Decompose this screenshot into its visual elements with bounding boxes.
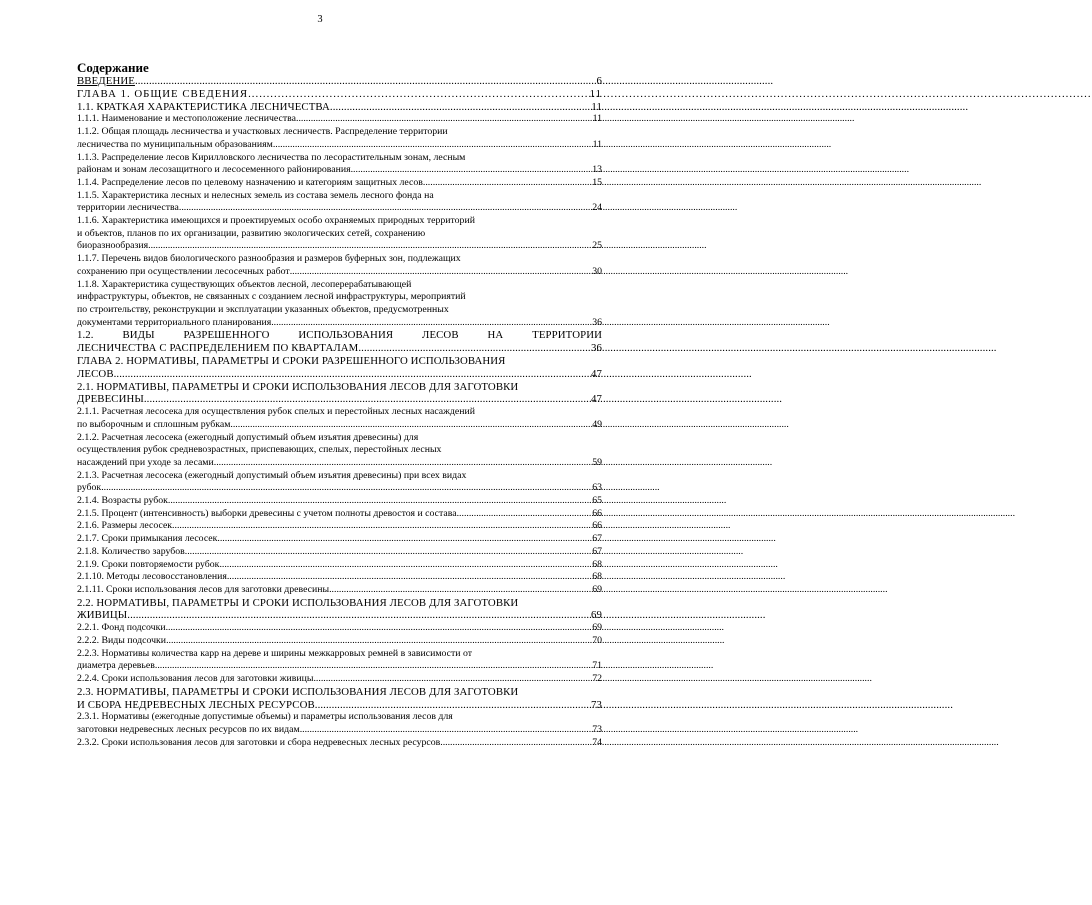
toc-entry-text: ЖИВИЦЫ	[77, 609, 128, 622]
dot-leader	[271, 317, 591, 330]
toc-entry-text: лесничества по муниципальным образованиям	[77, 138, 273, 150]
toc-entry-text: 1.1.4. Распределение лесов по целевому назначению и категориям защитных лесов	[77, 176, 423, 188]
toc-entry-text-line: 2.2.3. Нормативы количества карр на дереве и ширины межкарровых ремней в зависимости от	[77, 647, 473, 659]
toc-entry-text-line: 2.1.1. Расчетная лесосека для осуществления рубок спелых и перестойных лесных насаждений	[77, 406, 475, 418]
toc-entry[interactable]	[77, 635, 602, 648]
toc-entry-last-line	[77, 737, 602, 750]
toc-entry-page-number: 36	[592, 316, 602, 328]
toc-entry-page-number: 71	[592, 660, 602, 672]
toc-entry-text-line: ГЛАВА 2. НОРМАТИВЫ, ПАРАМЕТРЫ И СРОКИ РАЗРЕШЕННОГО ИСПОЛЬЗОВАНИЯ	[77, 354, 506, 367]
dot-leader	[185, 546, 591, 559]
dot-leader	[313, 673, 591, 686]
toc-entry-text-line: по строительству, реконструкции и эксплуатации указанных объектов, предусмотренных	[77, 303, 449, 315]
dot-leader	[330, 101, 590, 114]
toc-entry[interactable]	[77, 673, 602, 686]
dot-leader	[219, 559, 591, 572]
toc-entry-last-line	[77, 495, 602, 508]
toc-entry-page-number: 13	[592, 164, 602, 176]
toc-entry-last-line	[77, 699, 602, 712]
toc-entry-last-line	[77, 419, 602, 432]
toc-entry-last-line	[77, 240, 602, 253]
dot-leader	[144, 393, 590, 406]
dot-leader	[290, 266, 592, 279]
dot-leader	[166, 622, 592, 635]
toc-entry-last-line	[77, 508, 602, 521]
toc-entry-last-line	[77, 88, 602, 101]
toc-entry-text: 2.1.7. Сроки примыкания лесосек	[77, 533, 218, 545]
toc-entry-text-line: инфраструктуры, объектов, не связанных с созданием лесной инфраструктуры, мероприятий	[77, 291, 466, 303]
toc-entry-page-number: 68	[592, 558, 602, 570]
toc-entry-text: ДРЕВЕСИНЫ	[77, 393, 144, 406]
toc-entry-page-number: 72	[592, 673, 602, 685]
dot-leader	[168, 495, 591, 508]
toc-entry-page-number: 6	[596, 75, 602, 87]
toc-entry-last-line	[77, 457, 602, 470]
toc-entry-last-line	[77, 533, 602, 546]
toc-title: Содержание	[77, 60, 149, 75]
toc-entry-page-number: 67	[592, 533, 602, 545]
toc-entry-text: 2.1.10. Методы лесовосстановления	[77, 571, 227, 583]
dot-leader	[230, 419, 591, 432]
toc-entry-page-number: 59	[592, 456, 602, 468]
dot-leader	[351, 164, 592, 177]
toc-entry-page-number: 74	[592, 736, 602, 748]
dot-leader	[227, 571, 591, 584]
toc-entry-last-line	[77, 177, 602, 190]
toc-entry[interactable]	[77, 126, 602, 151]
toc-entry-page-number: 69	[592, 583, 602, 595]
toc-entry-text-line: 2.1.2. Расчетная лесосека (ежегодный допустимый объем изъятия древесины) для	[77, 431, 419, 443]
dot-leader	[358, 342, 590, 355]
dot-leader	[315, 699, 590, 712]
dot-leader	[166, 635, 591, 648]
toc-entry-text: ЛЕСОВ	[77, 367, 114, 380]
toc-entry[interactable]	[77, 686, 602, 712]
dot-leader	[127, 609, 590, 622]
toc-entry[interactable]	[77, 571, 602, 584]
toc-entry-page-number: 69	[591, 609, 602, 622]
toc-entry-text: насаждений при уходе за лесами	[77, 456, 214, 468]
toc-entry-text: И СБОРА НЕДРЕВЕСНЫХ ЛЕСНЫХ РЕСУРСОВ	[77, 698, 315, 711]
toc-entry[interactable]	[77, 584, 602, 597]
toc-entry-text: ВВЕДЕНИЕ	[77, 75, 135, 87]
dot-leader	[273, 139, 592, 152]
toc-entry-text: 2.1.4. Возрасты рубок	[77, 495, 168, 507]
toc-entry-text: 2.2.4. Сроки использования лесов для заготовки живицы	[77, 673, 314, 685]
toc-entry[interactable]	[77, 622, 602, 635]
toc-entry[interactable]	[77, 101, 602, 114]
toc-entry-text-line: 2.3.1. Нормативы (ежегодные допустимые объемы) и параметры использования лесов для	[77, 711, 453, 723]
toc-entry[interactable]	[77, 190, 602, 215]
toc-entry[interactable]	[77, 508, 602, 521]
toc-entry[interactable]	[77, 215, 602, 253]
toc-entry-page-number: 30	[592, 265, 602, 277]
toc-entry-text: ГЛАВА 1. ОБЩИЕ СВЕДЕНИЯ	[77, 87, 249, 100]
toc-entry-last-line	[77, 75, 602, 88]
toc-entry-text-line: осуществления рубок средневозрастных, приспевающих, спелых, перестойных лесных	[77, 444, 442, 456]
dot-leader	[155, 660, 591, 673]
toc-entry[interactable]	[77, 75, 602, 88]
toc-entry-text: 2.2.2. Виды подсочки	[77, 634, 167, 646]
toc-entry[interactable]	[77, 711, 602, 736]
toc-entry-last-line	[77, 164, 602, 177]
toc-entry-text: 1.1. КРАТКАЯ ХАРАКТЕРИСТИКА ЛЕСНИЧЕСТВА	[77, 100, 330, 113]
toc-entry-text-line: 1.1.3. Распределение лесов Кирилловского лесничества по лесорастительным зонам, лесным	[77, 151, 466, 163]
toc-entry-page-number: 67	[592, 545, 602, 557]
toc-entry-text: документами территориального планирования	[77, 316, 272, 328]
dot-leader	[172, 520, 591, 533]
toc-entry-text: 2.3.2. Сроки использования лесов для заготовки и сбора недревесных лесных ресурсов	[77, 736, 441, 748]
toc-entry-last-line	[77, 368, 602, 381]
toc-entry-last-line	[77, 342, 602, 355]
toc-entry-text-line: 1.1.2. Общая площадь лесничества и участковых лесничеств. Распределение территории	[77, 126, 448, 138]
dot-leader	[296, 113, 592, 126]
toc-entry-text-line: 1.2. ВИДЫ РАЗРЕШЕННОГО ИСПОЛЬЗОВАНИЯ ЛЕСОВ НА ТЕРРИТОРИИ	[77, 329, 602, 342]
toc-entry[interactable]	[77, 152, 602, 177]
toc-entry-page-number: 15	[592, 176, 602, 188]
toc-entry-text-line: 1.1.7. Перечень видов биологического разнообразия и размеров буферных зон, подлежащих	[77, 253, 461, 265]
toc-entry-page-number: 36	[591, 342, 602, 355]
toc-entry-last-line	[77, 266, 602, 279]
toc-entry[interactable]	[77, 88, 602, 101]
toc-entry-last-line	[77, 393, 602, 406]
toc-entry-text: территории лесничества	[77, 202, 179, 214]
toc-entry-text: 2.1.9. Сроки повторяемости рубок	[77, 558, 220, 570]
toc-entry-text-line: 2.1. НОРМАТИВЫ, ПАРАМЕТРЫ И СРОКИ ИСПОЛЬЗОВАНИЯ ЛЕСОВ ДЛЯ ЗАГОТОВКИ	[77, 380, 519, 393]
toc-entry-text: 2.2.1. Фонд подсочки	[77, 622, 166, 634]
toc-entry-page-number: 73	[592, 724, 602, 736]
toc-entry-last-line	[77, 673, 602, 686]
toc-entry[interactable]	[77, 177, 602, 190]
toc-entry[interactable]	[77, 559, 602, 572]
dot-leader	[135, 75, 596, 88]
toc-entry-text: 2.1.5. Процент (интенсивность) выборки древесины с учетом полноты древостоя и состава	[77, 507, 457, 519]
toc-entry-page-number: 68	[592, 571, 602, 583]
toc-entry[interactable]	[77, 113, 602, 126]
toc-entry-text: биоразнообразия	[77, 240, 149, 252]
toc-entry-last-line	[77, 724, 602, 737]
toc-entry-text-line: 2.2. НОРМАТИВЫ, ПАРАМЕТРЫ И СРОКИ ИСПОЛЬЗОВАНИЯ ЛЕСОВ ДЛЯ ЗАГОТОВКИ	[77, 596, 519, 609]
dot-leader	[148, 240, 591, 253]
toc-entry[interactable]	[77, 597, 602, 623]
toc-entry-text-line: 2.3. НОРМАТИВЫ, ПАРАМЕТРЫ И СРОКИ ИСПОЛЬЗОВАНИЯ ЛЕСОВ ДЛЯ ЗАГОТОВКИ	[77, 685, 519, 698]
toc-entry-page-number: 66	[592, 520, 602, 532]
dot-leader	[423, 177, 591, 190]
toc-entry[interactable]	[77, 355, 602, 381]
toc-entry-page-number: 25	[592, 240, 602, 252]
toc-entry[interactable]	[77, 381, 602, 407]
toc-entry-last-line	[77, 202, 602, 215]
toc-entry-page-number: 47	[591, 367, 602, 380]
toc-entry-last-line	[77, 609, 602, 622]
toc-entry-text-line: 2.1.3. Расчетная лесосека (ежегодный допустимый объем изъятия древесины) при всех видах	[77, 469, 467, 481]
toc-entry[interactable]	[77, 533, 602, 546]
toc-entry-text: районам и зонам лесозащитного и лесосеменного районирования	[77, 164, 351, 176]
toc-entry[interactable]	[77, 737, 602, 750]
toc-entry-text-line: и объектов, планов по их организации, развитию экологических сетей, сохранению	[77, 227, 426, 239]
dot-leader	[248, 88, 588, 101]
page-number: 3	[317, 14, 323, 25]
toc-entry-text: сохранению при осуществлении лесосечных работ	[77, 265, 290, 277]
toc-entry-last-line	[77, 482, 602, 495]
toc-entry-last-line	[77, 101, 602, 114]
toc-entry[interactable]	[77, 520, 602, 533]
toc-entry-text: диаметра деревьев	[77, 660, 155, 672]
toc-entry[interactable]	[77, 279, 602, 330]
toc-entry[interactable]	[77, 546, 602, 559]
toc-entry-last-line	[77, 635, 602, 648]
toc-entry-text: заготовки недревесных лесных ресурсов по их видам	[77, 724, 300, 736]
toc-entry[interactable]	[77, 406, 602, 431]
dot-leader	[114, 368, 590, 381]
table-of-contents	[77, 60, 602, 749]
toc-entry-page-number: 24	[592, 202, 602, 214]
toc-entry-text: рубок	[77, 482, 102, 494]
toc-entry-page-number: 47	[591, 393, 602, 406]
toc-entry-page-number: 11	[592, 113, 602, 125]
dot-leader	[300, 724, 592, 737]
toc-entry-last-line	[77, 546, 602, 559]
dot-leader	[457, 508, 592, 521]
toc-entry-page-number: 49	[592, 418, 602, 430]
toc-entry-page-number: 73	[591, 698, 602, 711]
toc-entry-page-number: 70	[592, 634, 602, 646]
toc-entry-text: 1.1.1. Наименование и местоположение лесничества	[77, 113, 296, 125]
toc-entry-page-number: 69	[592, 622, 602, 634]
toc-entry-text: 2.1.6. Размеры лесосек	[77, 520, 173, 532]
toc-entry-text: по выборочным и сплошным рубкам	[77, 418, 231, 430]
toc-entry[interactable]	[77, 495, 602, 508]
toc-entry-page-number: 65	[592, 495, 602, 507]
toc-entry[interactable]	[77, 253, 602, 278]
toc-entry-last-line	[77, 113, 602, 126]
toc-entry-page-number: 11	[589, 87, 602, 100]
toc-entry-text-line: 1.1.6. Характеристика имеющихся и проектируемых особо охраняемых природных территорий	[77, 215, 475, 227]
toc-entry-text: 2.1.11. Сроки использования лесов для заготовки древесины	[77, 583, 330, 595]
dot-leader	[214, 457, 591, 470]
toc-entry-page-number: 11	[591, 100, 602, 113]
toc-entry[interactable]	[77, 432, 602, 470]
dot-leader	[179, 202, 591, 215]
toc-entry-last-line	[77, 622, 602, 635]
dot-leader	[217, 533, 591, 546]
toc-entry-last-line	[77, 660, 602, 673]
toc-entry-text-line: 1.1.5. Характеристика лесных и нелесных земель из состава земель лесного фонда на	[77, 189, 434, 201]
toc-entry-last-line	[77, 559, 602, 572]
dot-leader	[101, 482, 591, 495]
toc-entry[interactable]	[77, 648, 602, 673]
toc-list	[77, 75, 602, 749]
toc-entry-last-line	[77, 584, 602, 597]
dot-leader	[440, 737, 591, 750]
toc-entry-page-number: 66	[592, 507, 602, 519]
toc-entry-text: ЛЕСНИЧЕСТВА С РАСПРЕДЕЛЕНИЕМ ПО КВАРТАЛАМ	[77, 342, 359, 355]
dot-leader	[329, 584, 591, 597]
toc-entry-last-line	[77, 317, 602, 330]
toc-entry-last-line	[77, 139, 602, 152]
toc-entry[interactable]	[77, 329, 602, 355]
toc-entry-text: 2.1.8. Количество зарубов	[77, 545, 185, 557]
toc-entry-page-number: 11	[592, 138, 602, 150]
toc-entry-last-line	[77, 571, 602, 584]
toc-entry-page-number: 63	[592, 482, 602, 494]
toc-entry-last-line	[77, 520, 602, 533]
toc-entry-text-line: 1.1.8. Характеристика существующих объектов лесной, лесоперерабатывающей	[77, 278, 412, 290]
toc-entry[interactable]	[77, 470, 602, 495]
